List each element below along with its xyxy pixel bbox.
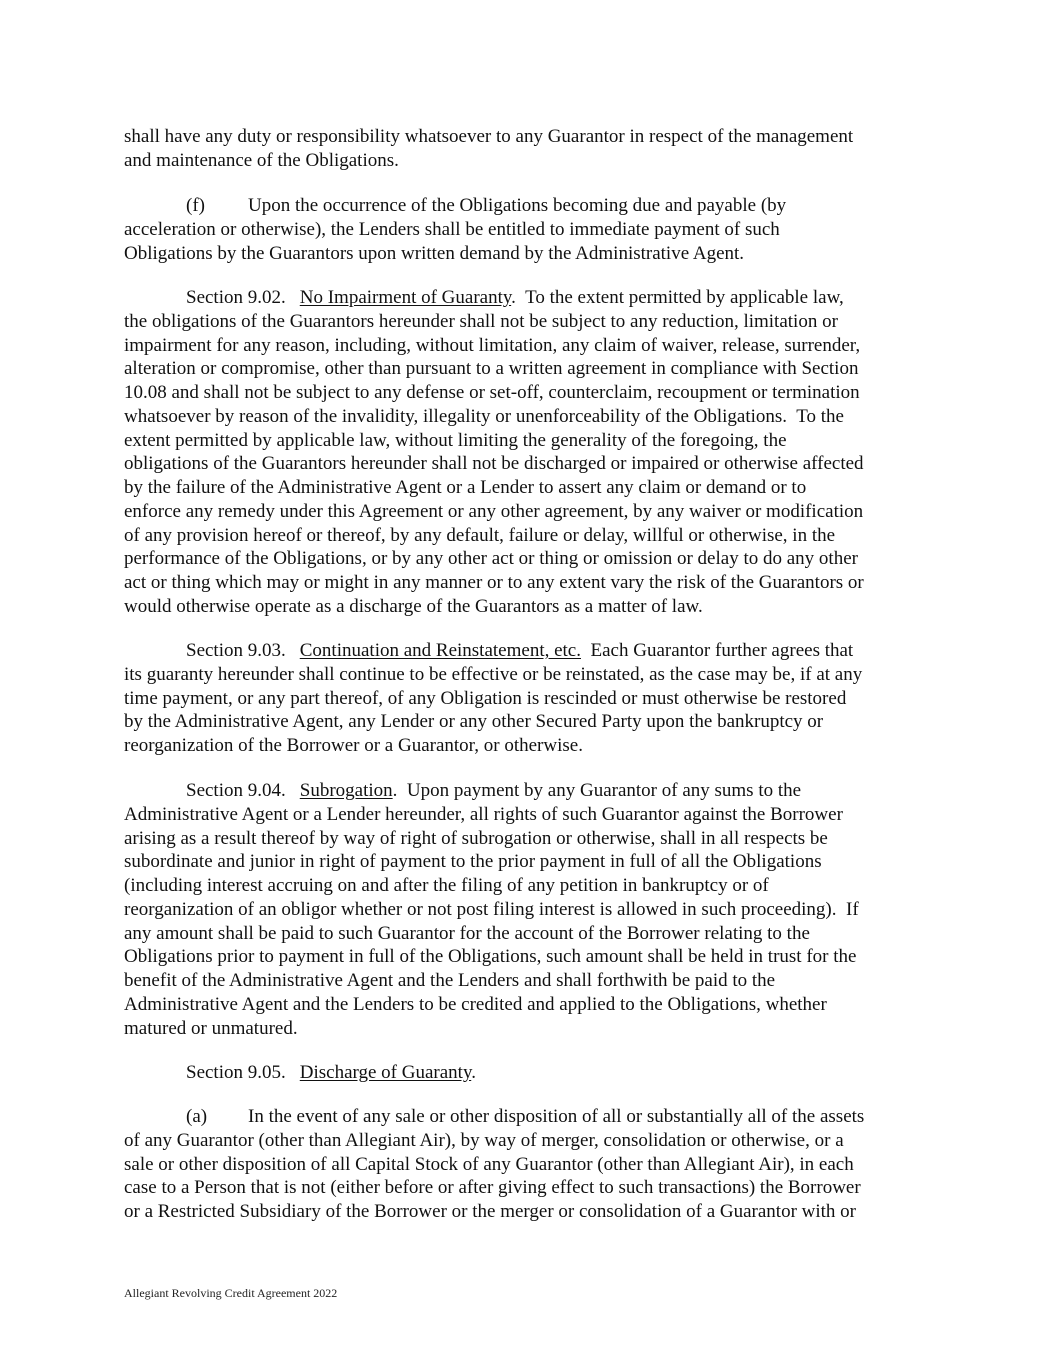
text-line: arising as a result thereof by way of right of subrogation or otherwise, shall in all respects be bbox=[124, 827, 828, 849]
section-title: No Impairment of Guaranty bbox=[299, 287, 512, 308]
text-line: or a Restricted Subsidiary of the Borrower or the merger or consolidation of a Guarantor with or bbox=[124, 1201, 857, 1222]
text-line: its guaranty hereunder shall continue to be effective or be reinstated, as the case may be, if at any bbox=[124, 663, 863, 685]
clause-label: (f) bbox=[186, 195, 205, 216]
section-9-05 bbox=[124, 1061, 944, 1085]
section-heading-line bbox=[124, 1061, 944, 1085]
section-number: Section 9.02. bbox=[186, 287, 286, 308]
text-line: time payment, or any part thereof, of any Obligation is rescinded or must otherwise be restored bbox=[124, 687, 847, 709]
clause-text: In the event of any sale or other disposition of all or substantially all of the assets bbox=[248, 1106, 865, 1127]
text-line: any amount shall be paid to such Guarantor for the account of the Borrower relating to the bbox=[124, 922, 810, 944]
paragraph-a bbox=[124, 1105, 944, 1224]
section-title: Discharge of Guaranty bbox=[299, 1062, 472, 1083]
text-line: act or thing which may or might in any manner or to any extent vary the risk of the Guarantors or bbox=[124, 572, 864, 593]
text-line: benefit of the Administrative Agent and the Lenders and shall forthwith be paid to the bbox=[124, 970, 776, 991]
page-footer: Allegiant Revolving Credit Agreement 2022 bbox=[124, 1286, 338, 1300]
clause-text: Upon the occurrence of the Obligations becoming due and payable (by bbox=[248, 195, 787, 216]
text-line: enforce any remedy under this Agreement or any other agreement, by any waiver or modification bbox=[124, 500, 864, 522]
text-line: obligations of the Guarantors hereunder shall not be discharged or impaired or otherwise affected bbox=[124, 453, 864, 475]
section-number: Section 9.03. bbox=[186, 640, 286, 661]
text-line: sale or other disposition of all Capital Stock of any Guarantor (other than Allegiant Air), in each bbox=[124, 1153, 854, 1175]
section-text: . To the extent permitted by applicable law, bbox=[511, 287, 844, 308]
text-line: alteration or compromise, other than pursuant to a written agreement in compliance with Section bbox=[124, 358, 859, 380]
text-line: reorganization of an obligor whether or not post filing interest is allowed in such proceeding). If bbox=[124, 898, 859, 920]
text-line: subordinate and junior in right of payment to the prior payment in full of all the Obligations bbox=[124, 851, 822, 873]
text-line: Obligations prior to payment in full of the Obligations, such amount shall be held in trust for the bbox=[124, 946, 857, 968]
text-line: 10.08 and shall not be subject to any defense or set-off, counterclaim, recoupment or termination bbox=[124, 382, 860, 403]
section-9-02 bbox=[124, 286, 944, 619]
section-text: . Upon payment by any Guarantor of any sums to the bbox=[392, 780, 802, 801]
section-title: Subrogation bbox=[299, 780, 393, 801]
text-line: of any Guarantor (other than Allegiant Air), by way of merger, consolidation or otherwise, or a bbox=[124, 1129, 844, 1151]
section-number: Section 9.05. bbox=[186, 1062, 286, 1083]
text-line: case to a Person that is not (either before or after giving effect to such transactions) the Borrower bbox=[124, 1177, 861, 1199]
text-line: of any provision hereof or thereof, by any default, failure or delay, willful or otherwise, in the bbox=[124, 524, 836, 546]
text-line bbox=[124, 1105, 944, 1129]
section-heading-line bbox=[124, 639, 944, 663]
paragraph-e-continuation bbox=[124, 125, 944, 173]
text-line bbox=[124, 194, 944, 218]
clause-label: (a) bbox=[186, 1106, 208, 1127]
section-text: Each Guarantor further agrees that bbox=[581, 640, 854, 661]
text-line: by the failure of the Administrative Agent or a Lender to assert any claim or demand or to bbox=[124, 477, 807, 498]
text-line: extent permitted by applicable law, without limiting the generality of the foregoing, the bbox=[124, 429, 787, 451]
section-title: Continuation and Reinstatement, etc. bbox=[299, 640, 581, 661]
text-line: whatsoever by reason of the invalidity, illegality or unenforceability of the Obligations. To the bbox=[124, 405, 844, 427]
text-line: performance of the Obligations, or by any other act or thing or omission or delay to do any other bbox=[124, 548, 858, 570]
section-heading-line bbox=[124, 286, 944, 310]
text-line: by the Administrative Agent, any Lender or any other Secured Party upon the bankruptcy or bbox=[124, 711, 824, 733]
section-text: . bbox=[471, 1062, 476, 1083]
text-line: the obligations of the Guarantors hereunder shall not be subject to any reduction, limitation or bbox=[124, 310, 838, 332]
text-line: matured or unmatured. bbox=[124, 1017, 298, 1039]
text-line: (including interest accruing on and after the filing of any petition in bankruptcy or of bbox=[124, 875, 769, 896]
text-line: Administrative Agent or a Lender hereunder, all rights of such Guarantor against the Borrower bbox=[124, 803, 843, 825]
paragraph-f bbox=[124, 194, 944, 265]
text-line: Administrative Agent and the Lenders to be credited and applied to the Obligations, whether bbox=[124, 993, 827, 1015]
text-line: acceleration or otherwise), the Lenders shall be entitled to immediate payment of such bbox=[124, 218, 780, 240]
text-line: Obligations by the Guarantors upon written demand by the Administrative Agent. bbox=[124, 242, 745, 264]
text-line: and maintenance of the Obligations. bbox=[124, 149, 399, 171]
section-9-04 bbox=[124, 779, 944, 1040]
section-9-03 bbox=[124, 639, 944, 758]
section-number: Section 9.04. bbox=[186, 780, 286, 801]
section-heading-line bbox=[124, 779, 944, 803]
text-line: impairment for any reason, including, without limitation, any claim of waiver, release, surrender, bbox=[124, 334, 861, 356]
text-line: reorganization of the Borrower or a Guarantor, or otherwise. bbox=[124, 735, 583, 756]
text-line: shall have any duty or responsibility whatsoever to any Guarantor in respect of the management bbox=[124, 126, 854, 147]
text-line: would otherwise operate as a discharge of the Guarantors as a matter of law. bbox=[124, 595, 703, 617]
